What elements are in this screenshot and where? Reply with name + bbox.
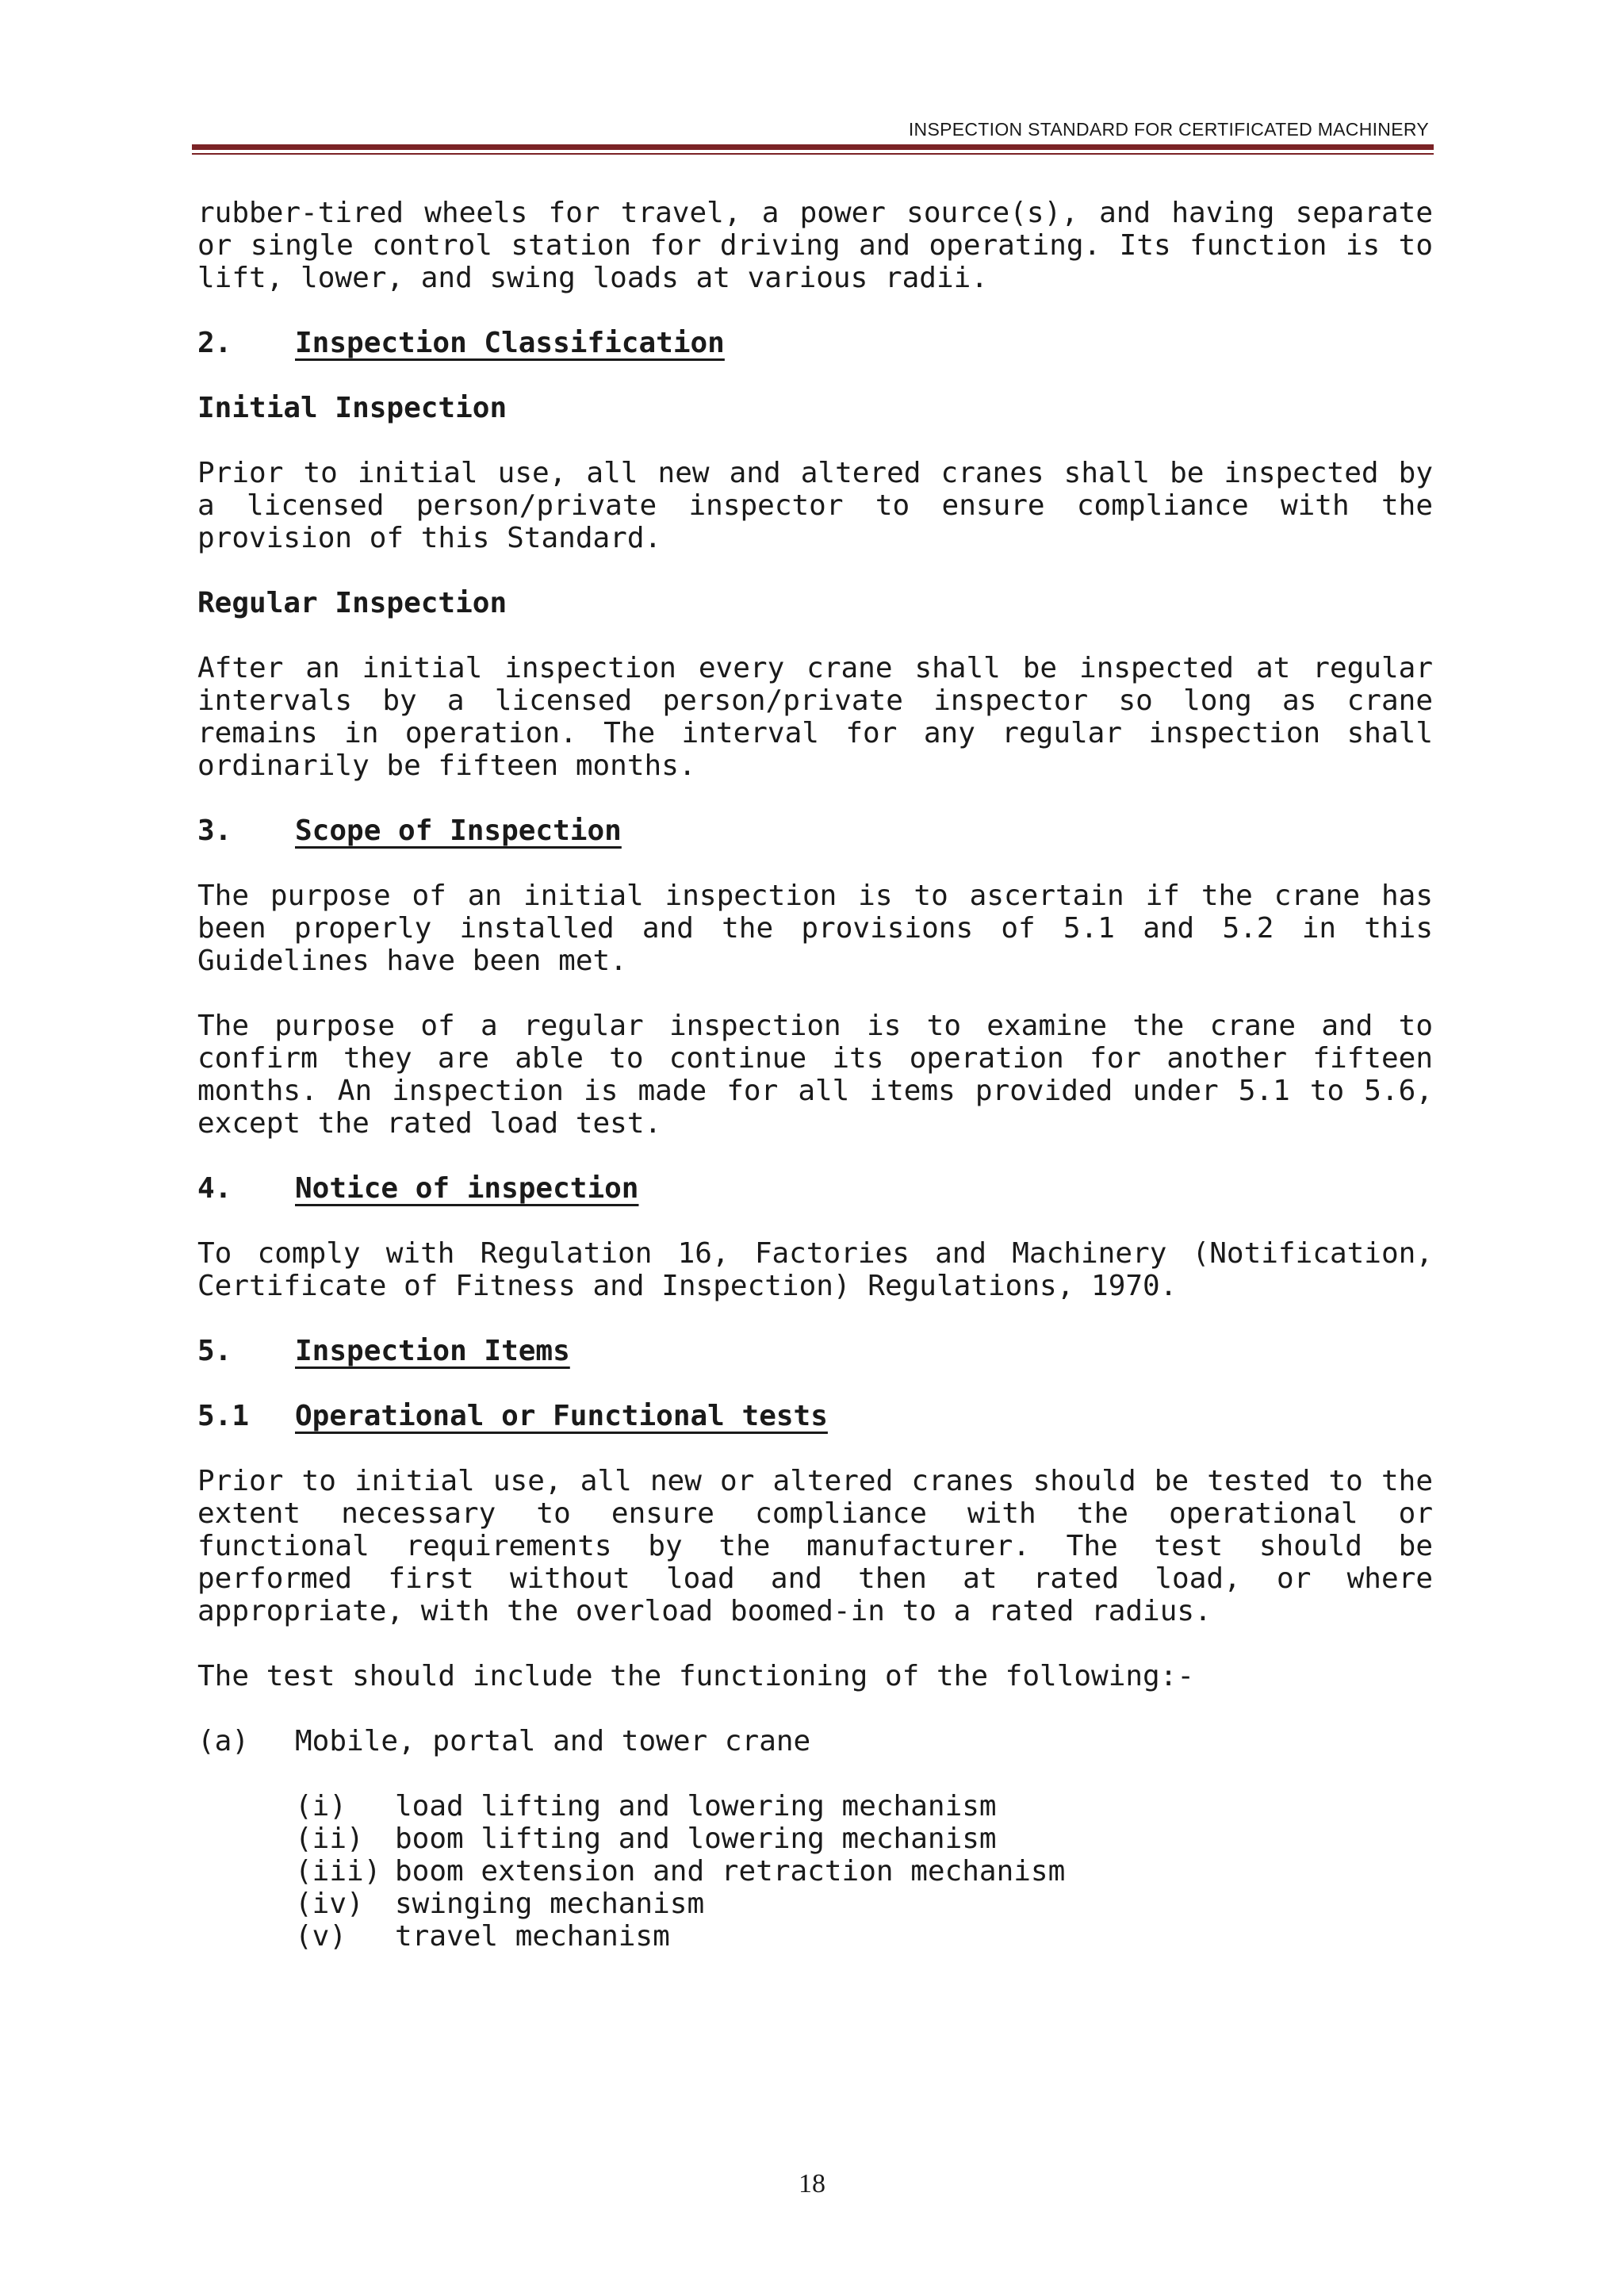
intro-paragraph: rubber-tired wheels for travel, a power source(s), and having separate or single control station for driving and operating. Its function is to lift, lower, and swing loads at various radii. (197, 197, 1433, 294)
functional-test-paragraph-2: The test should include the functioning of the following:- (197, 1660, 1195, 1692)
scope-paragraph-1: The purpose of an initial inspection is to ascertain if the crane has been properly installed and the provisions of 5.1 and 5.2 in this Guidelines have been met. (197, 880, 1433, 977)
list-item-text: swinging mechanism (395, 1888, 705, 1920)
list-item-number: (iii) (295, 1855, 381, 1888)
section-4-number: 4. (197, 1172, 232, 1205)
list-item-text: load lifting and lowering mechanism (395, 1790, 997, 1823)
list-item-number: (i) (295, 1790, 347, 1823)
scope-paragraph-2: The purpose of a regular inspection is to examine the crane and to confirm they are able to continue its operation for another fifteen months. An inspection is made for all items provided under 5.1 to 5.6, except the rated load test. (197, 1010, 1433, 1140)
section-3-number: 3. (197, 815, 232, 847)
list-item-number: (ii) (295, 1823, 364, 1855)
list-item-number: (v) (295, 1920, 347, 1953)
list-item (295, 1790, 1433, 1823)
section-5-title: Inspection Items (295, 1335, 570, 1367)
notice-paragraph: To comply with Regulation 16, Factories and Machinery (Notification, Certificate of Fitness and Inspection) Regulations, 1970. (197, 1237, 1433, 1302)
list-item-text: boom extension and retraction mechanism (395, 1855, 1066, 1888)
header-rule-thick (192, 144, 1434, 150)
section-2-number: 2. (197, 327, 232, 359)
section-2-heading (197, 327, 1433, 359)
section-4-title: Notice of inspection (295, 1172, 639, 1205)
list-item (295, 1855, 1433, 1888)
functional-test-paragraph-1: Prior to initial use, all new or altered cranes should be tested to the extent necessary to ensure compliance with the operational or functional requirements by the manufacturer. The test should be performed first without load and then at rated load, or where appropriate, with the overload boomed-in to a rated radius. (197, 1465, 1433, 1627)
list-item-number: (iv) (295, 1888, 364, 1920)
initial-inspection-text: Prior to initial use, all new and altered cranes shall be inspected by a licensed person/private inspector to ensure compliance with the provision of this Standard. (197, 457, 1433, 554)
list-item-a-text: Mobile, portal and tower crane (295, 1725, 811, 1757)
list-item (295, 1823, 1433, 1855)
list-item-a (197, 1725, 1433, 1757)
list-item (295, 1888, 1433, 1920)
section-5-1-heading (197, 1400, 1433, 1432)
page-number: 18 (799, 2169, 825, 2198)
list-item-a-label: (a) (197, 1725, 250, 1757)
header-rule-thin (192, 153, 1434, 155)
section-5-1-number: 5.1 (197, 1400, 250, 1432)
list-item (295, 1920, 1433, 1953)
initial-inspection-heading: Initial Inspection (197, 392, 508, 424)
list-item-text: travel mechanism (395, 1920, 670, 1953)
section-4-heading (197, 1172, 1433, 1205)
section-3-heading (197, 815, 1433, 847)
mechanism-sublist (295, 1790, 1433, 1953)
section-5-number: 5. (197, 1335, 232, 1367)
section-2-title: Inspection Classification (295, 327, 725, 359)
regular-inspection-text: After an initial inspection every crane shall be inspected at regular intervals by a licensed person/private inspector so long as crane remains in operation. The interval for any regular inspection shall ordinarily be fifteen months. (197, 652, 1433, 782)
section-5-heading (197, 1335, 1433, 1367)
section-3-title: Scope of Inspection (295, 815, 622, 847)
running-header: INSPECTION STANDARD FOR CERTIFICATED MACHINERY (908, 119, 1429, 140)
section-5-1-title: Operational or Functional tests (295, 1400, 828, 1432)
page-content (197, 197, 1433, 1953)
regular-inspection-heading: Regular Inspection (197, 587, 508, 619)
list-item-text: boom lifting and lowering mechanism (395, 1823, 997, 1855)
